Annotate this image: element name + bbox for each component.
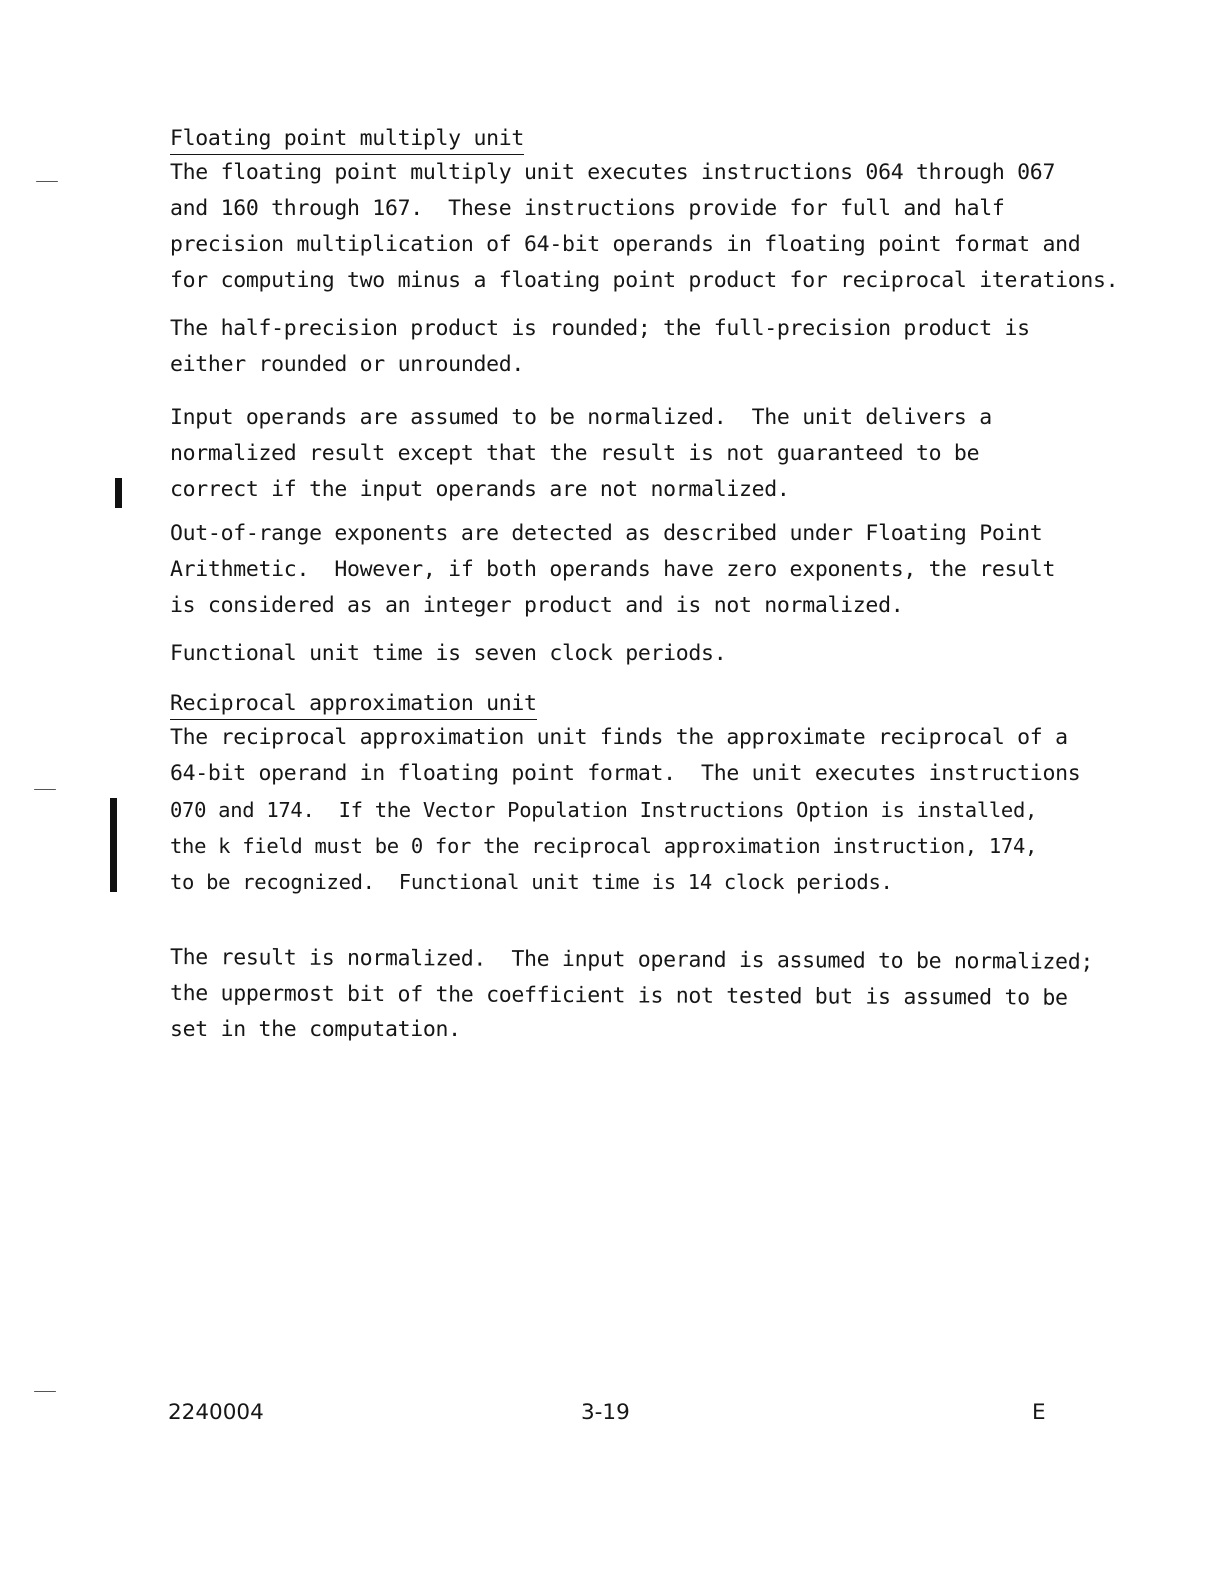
margin-mark-top <box>36 181 58 182</box>
text-line: set in the computation. <box>170 1017 461 1042</box>
text-line: The result is normalized. The input operand is assumed to be normalized; <box>169 945 1094 975</box>
fp-multiply-para-2 <box>170 311 1090 383</box>
fp-multiply-para-3 <box>170 400 1090 508</box>
text-line: The half-precision product is rounded; the full-precision product is <box>170 316 1030 341</box>
reciprocal-para-1 <box>170 720 1090 900</box>
text-line: Input operands are assumed to be normalized. The unit delivers a <box>170 405 992 430</box>
fp-multiply-para-4 <box>170 516 1090 624</box>
text-line: Out-of-range exponents are detected as described under Floating Point <box>170 521 1043 546</box>
text-line: either rounded or unrounded. <box>170 352 525 377</box>
text-line: The floating point multiply unit executes instructions 064 through 067 <box>170 160 1056 185</box>
reciprocal-para-2 <box>169 940 1094 1048</box>
text-line: 64-bit operand in floating point format. The unit executes instructions <box>170 761 1081 786</box>
text-line: Arithmetic. However, if both operands have zero exponents, the result <box>170 557 1056 582</box>
change-bar-2 <box>110 798 117 892</box>
text-line: and 160 through 167. These instructions provide for full and half <box>170 196 1005 221</box>
text-line: correct if the input operands are not normalized. <box>170 477 790 502</box>
fp-multiply-para-1 <box>170 155 1119 299</box>
text-line: the uppermost bit of the coefficient is not tested but is assumed to be <box>169 981 1068 1011</box>
text-line: The reciprocal approximation unit finds the approximate reciprocal of a <box>170 725 1068 750</box>
text-line: is considered as an integer product and is not normalized. <box>170 593 904 618</box>
text-line: normalized result except that the result is not guaranteed to be <box>170 441 980 466</box>
doc-number: 2240004 <box>168 1400 264 1425</box>
margin-mark-middle <box>34 789 56 790</box>
reciprocal-heading-block <box>170 689 1090 720</box>
revision-letter: E <box>1032 1400 1046 1425</box>
text-line: to be recognized. Functional unit time is 14 clock periods. <box>170 870 893 894</box>
fp-multiply-heading-block <box>170 124 1090 155</box>
text-line: Functional unit time is seven clock periods. <box>170 641 727 666</box>
page-number: 3-19 <box>581 1400 630 1425</box>
fp-multiply-heading: Floating point multiply unit <box>170 124 524 155</box>
fp-multiply-para-5 <box>170 636 1090 672</box>
text-line: precision multiplication of 64-bit operands in floating point format and <box>170 232 1081 257</box>
text-line: for computing two minus a floating point product for reciprocal iterations. <box>170 268 1119 293</box>
text-line: 070 and 174. If the Vector Population Instructions Option is installed, <box>170 798 1038 822</box>
reciprocal-heading: Reciprocal approximation unit <box>170 689 537 720</box>
margin-mark-bottom <box>34 1391 56 1392</box>
text-line: the k field must be 0 for the reciprocal approximation instruction, 174, <box>170 834 1038 858</box>
change-bar-1 <box>115 478 122 508</box>
